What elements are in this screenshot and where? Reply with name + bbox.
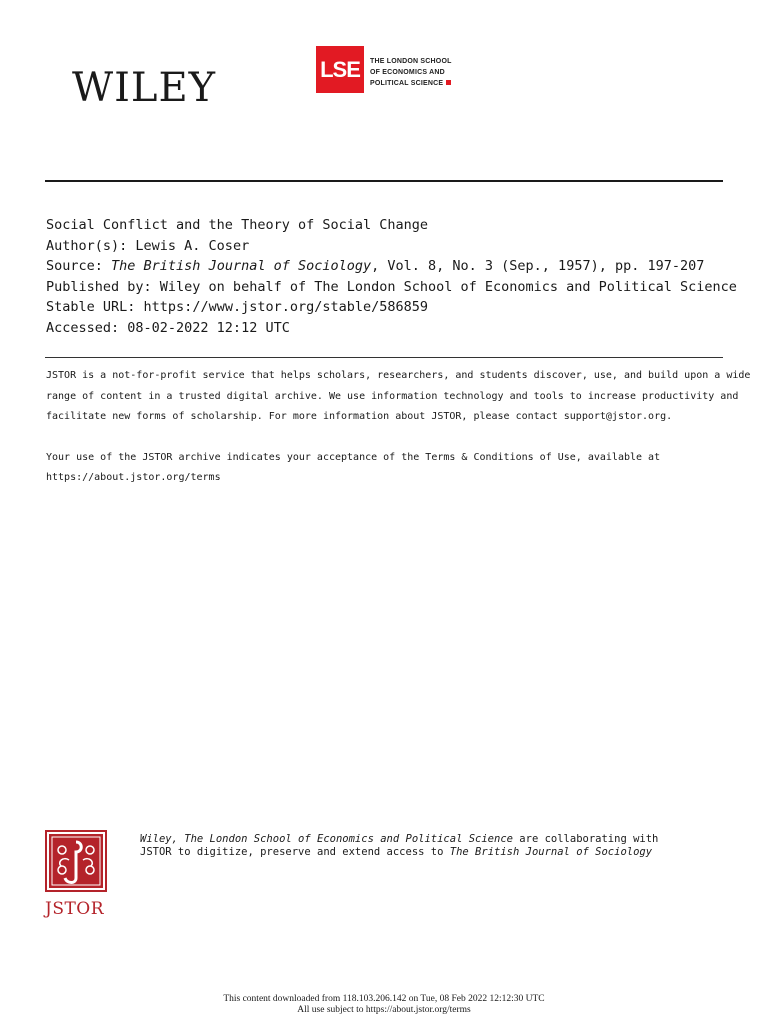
download-footer bbox=[0, 994, 768, 1016]
author-name: Lewis A. Coser bbox=[135, 237, 250, 254]
collaboration-line-1: Wiley, The London School of Economics and Political Science are collaborating with bbox=[140, 833, 659, 845]
lse-name bbox=[370, 56, 452, 89]
article-author: Author(s): Lewis A. Coser bbox=[46, 237, 250, 254]
article-metadata bbox=[46, 215, 737, 339]
notice-line-3: facilitate new forms of scholarship. For more information about JSTOR, please contact support@jstor.org. bbox=[46, 411, 673, 423]
stable-url-link[interactable]: https://www.jstor.org/stable/586859 bbox=[143, 299, 429, 316]
lse-red-square bbox=[446, 80, 451, 85]
jstor-logo-icon bbox=[45, 830, 107, 892]
article-publisher: Published by: Wiley on behalf of The London School of Economics and Political Science bbox=[46, 278, 737, 295]
article-title: Social Conflict and the Theory of Social Change bbox=[46, 217, 429, 233]
jstor-wordmark: JSTOR bbox=[45, 899, 105, 919]
lse-logo: LSE bbox=[316, 46, 364, 93]
jstor-notice bbox=[46, 366, 751, 489]
footer-line-2: All use subject to https://about.jstor.org/terms bbox=[297, 1005, 471, 1015]
top-divider bbox=[45, 180, 723, 182]
journal-title: The British Journal of Sociology bbox=[111, 258, 372, 275]
terms-url-link[interactable]: https://about.jstor.org/terms bbox=[46, 472, 221, 484]
article-accessed: Accessed: 08-02-2022 12:12 UTC bbox=[46, 319, 290, 336]
notice-line-1: JSTOR is a not-for-profit service that helps scholars, researchers, and students discover, use, and build upon a wide bbox=[46, 370, 751, 381]
article-stable-url: Stable URL: https://www.jstor.org/stable/586859 bbox=[46, 299, 429, 316]
article-source: Source: The British Journal of Sociology, Vol. 8, No. 3 (Sep., 1957), pp. 197-207 bbox=[46, 258, 705, 275]
collaboration-line-2: JSTOR to digitize, preserve and extend access to The British Journal of Sociology bbox=[140, 846, 653, 858]
notice-line-2: range of content in a trusted digital archive. We use information technology and tools to increase productivity and bbox=[46, 390, 739, 402]
collaboration-journal: The British Journal of Sociology bbox=[449, 846, 653, 858]
wiley-logo: WILEY bbox=[72, 65, 217, 111]
collaborating-orgs: Wiley, The London School of Economics and Political Science bbox=[140, 833, 513, 845]
collaboration-statement bbox=[140, 833, 658, 859]
jstor-emblem-icon bbox=[45, 830, 107, 892]
footer-line-1: This content downloaded from 118.103.206.142 on Tue, 08 Feb 2022 12:12:30 UTC bbox=[223, 994, 545, 1004]
terms-line-1: Your use of the JSTOR archive indicates your acceptance of the Terms & Conditions of Use, available at bbox=[46, 451, 661, 463]
lse-name-line-2: OF ECONOMICS AND bbox=[370, 69, 445, 76]
middle-divider bbox=[45, 357, 723, 358]
lse-name-line-1: THE LONDON SCHOOL bbox=[370, 58, 452, 65]
lse-name-line-3: POLITICAL SCIENCE bbox=[370, 78, 452, 89]
